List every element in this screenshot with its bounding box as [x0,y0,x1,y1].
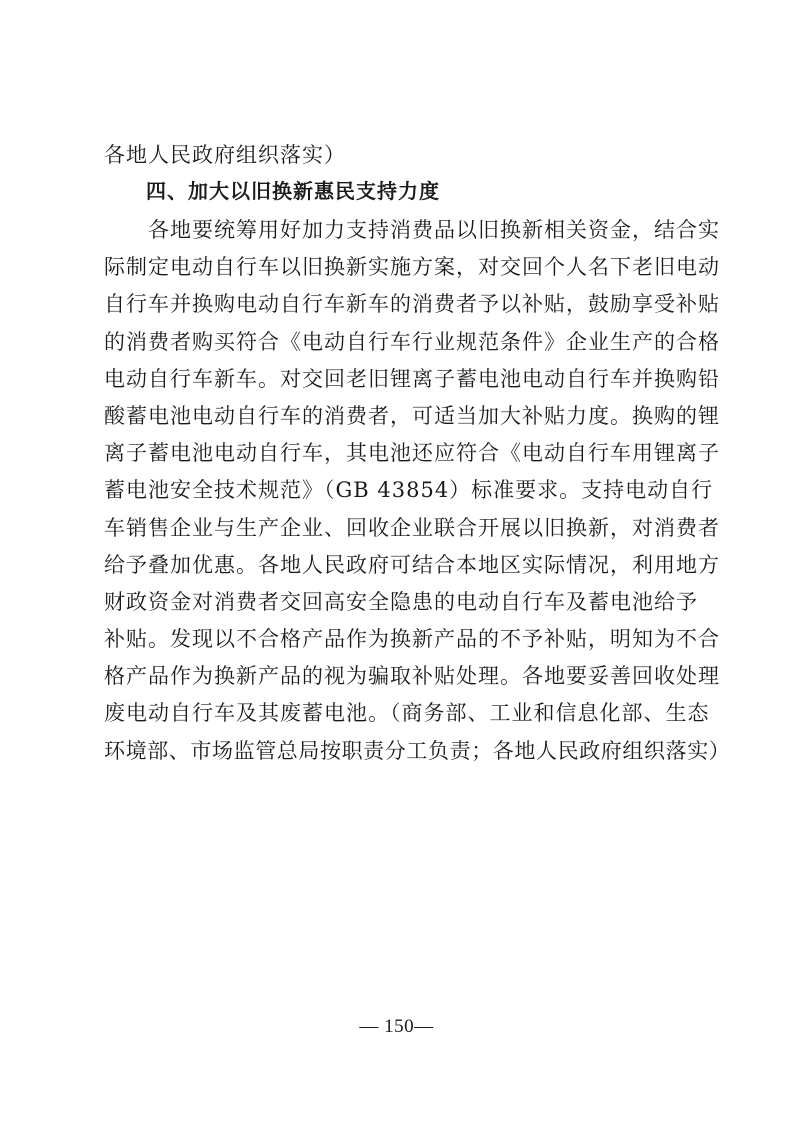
body-paragraph [104,212,731,770]
paragraph-line: 离子蓄电池电动自行车，其电池还应符合《电动自行车用锂离子 [104,441,720,466]
paragraph-line: 各地要统筹用好加力支持消费品以旧换新相关资金，结合实 [104,218,720,242]
paragraph-line: 给予叠加优惠。各地人民政府可结合本地区实际情况，利用地方 [104,552,720,577]
paragraph-line: 补贴。发现以不合格产品作为换新产品的不予补贴，明知为不合 [104,627,720,652]
paragraph-line: 废电动自行车及其废蓄电池。（商务部、工业和信息化部、生态 [104,701,710,726]
paragraph-line: 蓄电池安全技术规范》（GB 43854）标准要求。支持电动自行 [104,478,714,503]
paragraph-line: 电动自行车新车。对交回老旧锂离子蓄电池电动自行车并换购铅 [104,366,720,391]
paragraph-line: 自行车并换购电动自行车新车的消费者予以补贴，鼓励享受补贴 [104,292,720,317]
paragraph-line: 际制定电动自行车以旧换新实施方案，对交回个人名下老旧电动 [104,255,720,280]
paragraph-line: 财政资金对消费者交回高安全隐患的电动自行车及蓄电池给予 [104,589,698,614]
paragraph-line: 环境部、市场监管总局按职责分工负责；各地人民政府组织落实） [104,738,731,763]
page-number: — 150— [359,1016,434,1037]
paragraph-line: 格产品作为换新产品的视为骗取补贴处理。各地要妥善回收处理 [104,664,720,689]
continuation-text [104,137,694,174]
paragraph-line: 酸蓄电池电动自行车的消费者，可适当加大补贴力度。换购的锂 [104,403,720,428]
section-heading: 四、加大以旧换新惠民支持力度 [146,179,440,203]
paragraph-line: 的消费者购买符合《电动自行车行业规范条件》企业生产的合格 [104,329,720,354]
paragraph-line: 车销售企业与生产企业、回收企业联合开展以旧换新，对消费者 [104,515,720,540]
continuation-line: 各地人民政府组织落实） [104,143,346,167]
